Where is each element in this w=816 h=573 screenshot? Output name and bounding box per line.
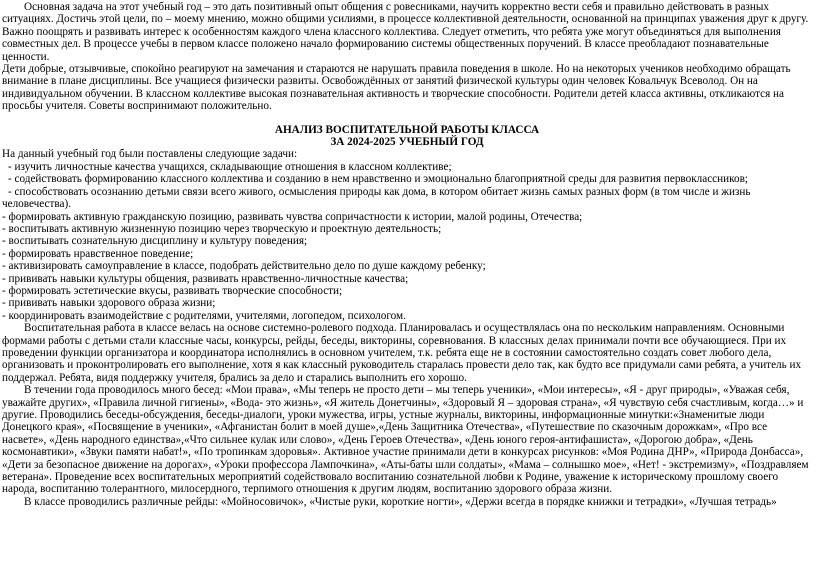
page-title [2, 124, 812, 149]
task-item: - формировать нравственное поведение; [2, 247, 194, 260]
intro-paragraph-goals: Основная задача на этот учебный год – это дать позитивный опыт общения с ровесниками, научить корректно вести себя и правильно действовать в разных ситуациях. Достичь этой цели, по – моему мнению, можно общими усилиями, в процессе коллективной деятельности, основанной на принципах уважения друг к другу. Важно поощрять и развивать интерес к особенностям каждого члена классного коллектива. Следует отметить, что ребята уже могут объединяться для выполнения совместных дел. В процессе учебы в первом классе положено начало формированию системы общественных поручений. В классе преобладают познавательные ценности. [2, 1, 809, 63]
conversations-paragraph: В течении года проводилось много бесед: «Мои права», «Мы теперь не просто дети – мы теперь ученики», «Мои интересы», «Я - друг природы», «Уважая себя, уважайте других», «Правила личной гигиены», «Вода- это жизнь», «Я житель Донетчины», «Здоровый Я – здоровая страна», «Я чувствую себя счастливым, когда…» и другие. Проводились беседы-обсуждения, беседы-диалоги, уроки мужества, игры, устные журналы, викторины, информационные минутки:«Знаменитые люди Донецкого края», «Посвящение в ученики», «Афганистан болит в моей душе»,«День Защитника Отечества», «Путешествие по сказочным дорожкам», «Про все насвете», «День народного единства»,«Что сильнее кулак или слово», «День Героев Отечества», «День юного героя-антифашиста», «Дорогою добра», «День космонавтики», «Звуки памяти набат!», «По тропинкам здоровья». Активное участие принимали дети в конкурсах рисунков: «Моя Родина ДНР», «Природа Донбасса», «Дети за безопасное движение на дорогах», «Уроки профессора Лампочкина», «Аты-баты шли солдаты», «Мама – солнышко мое», «Нет! - экстремизму», «Поздравляем ветерана». Проведение всех воспитательных мероприятий содействовало воспитанию сознательной любви к Родине, уважение к историческому прошлому своего народа, воспитанию толерантного, милосердного, терпимого отношения к другим людям, воспитанию здорового образа жизни. [2, 384, 809, 496]
title-line-2: ЗА 2024-2025 УЧЕБНЫЙ ГОД [330, 136, 484, 149]
title-line-1: АНАЛИЗ ВОСПИТАТЕЛЬНОЙ РАБОТЫ КЛАССА [274, 123, 540, 136]
task-item: - прививать навыки культуры общения, развивать нравственно-личностные качества; [2, 272, 409, 285]
work-approach-paragraph: Воспитательная работа в классе велась на основе системно-ролевого подхода. Планировалась и осуществлялась она по нескольким направлениям. Основными формами работы с детьми стали классные часы, конкурсы, рейды, беседы, викторины, соревнования. В классных делах принимали почти все обучающиеся. При их проведении функции организатора и координатора исполнялись в основном учителем, т.к. ребята еще не в состоянии самостоятельно создать совет любого дела, организовать и проконтролировать его выполнение, хотя я как классный руководитель старалась провести дело так, как будто все придумали сами ребята, а учитель их поддержал. Ребята, видя поддержку учителя, брались за дело и старались выполнить его хорошо. [2, 322, 802, 384]
task-item: - формировать эстетические вкусы, развивать творческие способности; [2, 284, 343, 297]
task-item: - содействовать формированию классного коллектива и созданию в нем нравственно и эмоционально благоприятной среды для развития первоклассников; [8, 173, 748, 186]
intro-paragraph-class-description: Дети добрые, отзывчивые, спокойно реагируют на замечания и стараются не нарушать правила поведения в школе. Но на некоторых учеников необходимо обращать внимание в плане дисциплины. Все учащиеся физически развиты. Освобождённых от занятий физической культуры один человек Ковальчук Всеволод. Он на индивидуальном обучении. В классном коллективе высокая познавательная активность и творческие способности. Родители детей класса активны, откликаются на просьбы учителя. Советы воспринимают положительно. [2, 63, 791, 113]
task-item: - координировать взаимодействие с родителями, учителями, логопедом, психологом. [2, 309, 406, 322]
task-item: - изучить личностные качества учащихся, складывающие отношения в классном коллективе; [8, 160, 452, 173]
raids-paragraph: В классе проводились различные рейды: «Мойносовичок», «Чистые руки, короткие ногти», «Держи всегда в порядке книжки и тетрадки», «Лучшая тетрадь» [24, 495, 777, 508]
tasks-intro: На данный учебный год были поставлены следующие задачи: [2, 148, 298, 161]
task-item: - формировать активную гражданскую позицию, развивать чувства сопричастности к истории, малой родины, Отечества; [2, 210, 583, 223]
task-item: - активизировать самоуправление в классе, подобрать действительно дело по душе каждому ребенку; [2, 260, 486, 273]
task-item: - прививать навыки здорового образа жизни; [2, 297, 216, 310]
task-item: - воспитывать активную жизненную позицию через творческую и проектную деятельность; [2, 222, 442, 235]
task-item: - способствовать осознанию детьми связи всего живого, осмысления природы как дома, в котором обитает жизнь самых разных форм (в том числе и жизнь человечества). [2, 185, 751, 211]
task-item: - воспитывать сознательную дисциплину и культуру поведения; [2, 235, 308, 248]
